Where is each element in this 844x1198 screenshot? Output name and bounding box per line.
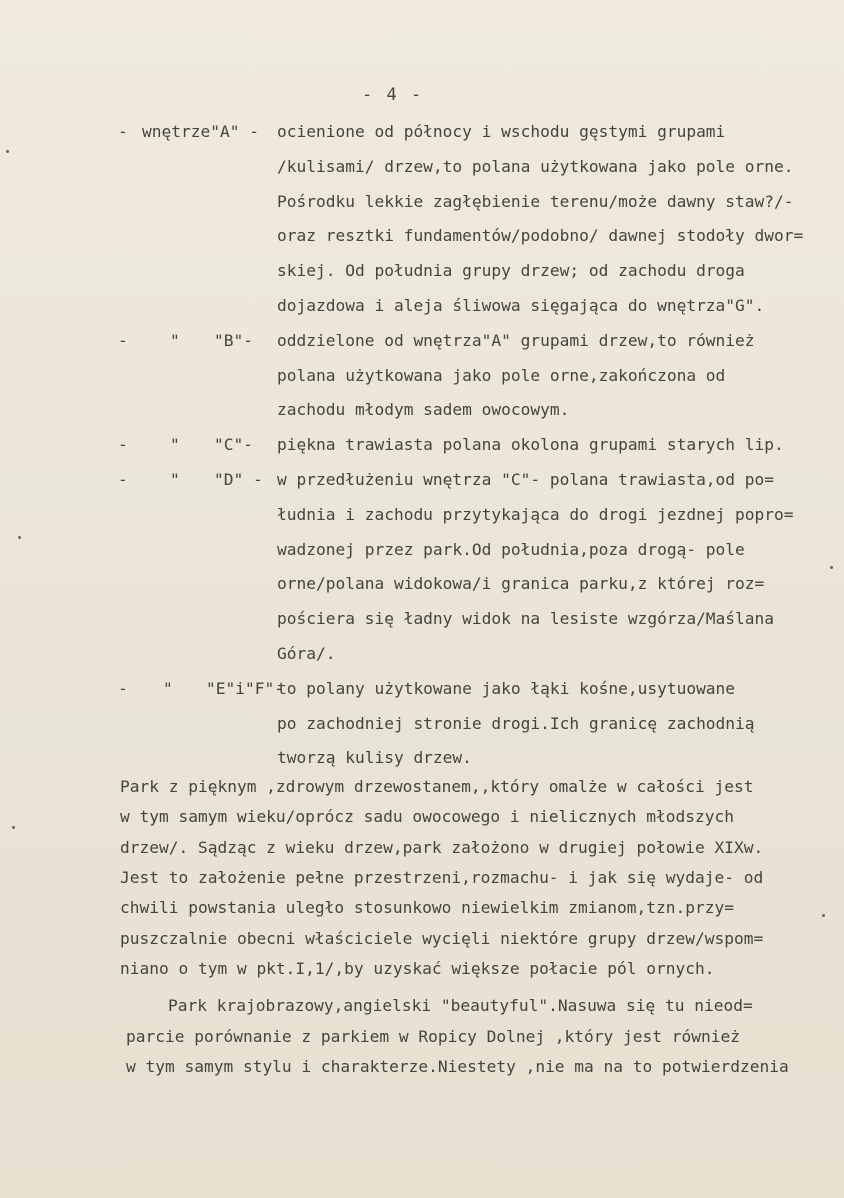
entry-ditto-mark: " — [170, 330, 180, 350]
paragraph-line: niano o tym w pkt.I,1/,by uzyskać większe połacie pól ornych. — [120, 958, 715, 978]
paragraph-line: puszczalnie obecni właściciele wycięli niektóre grupy drzew/wspom= — [120, 928, 764, 948]
entry-label: "B"- — [214, 330, 253, 350]
entry-dash: - — [118, 435, 128, 455]
paper-speck — [12, 826, 15, 829]
entry-text-line: skiej. Od południa grupy drzew; od zachodu droga — [277, 261, 745, 281]
entry-label: "E"i"F"- — [206, 678, 284, 698]
entry-text-line: po zachodniej stronie drogi.Ich granicę zachodnią — [277, 713, 755, 733]
paper-speck — [830, 566, 833, 569]
entry-text-line: Góra/. — [277, 644, 336, 663]
paragraph-line: Park z pięknym ,zdrowym drzewostanem,,który omalże w całości jest — [120, 777, 754, 796]
entry-text-line: łudnia i zachodu przytykająca do drogi jezdnej popro= — [277, 504, 794, 524]
entry-text-line: /kulisami/ drzew,to polana użytkowana jako pole orne. — [277, 156, 794, 176]
entry-ditto-mark: " — [163, 678, 173, 698]
paragraph-line: Jest to założenie pełne przestrzeni,rozmachu- i jak się wydaje- od — [120, 867, 764, 887]
entry-label: "D" - — [214, 470, 263, 489]
entry-dash: - — [118, 122, 128, 141]
paragraph-line: w tym samym stylu i charakterze.Niestety ,nie ma na to potwierdzenia — [126, 1057, 789, 1077]
entry-label: "C"- — [214, 435, 253, 455]
entry-text-line: orne/polana widokowa/i granica parku,z której roz= — [277, 574, 765, 594]
paper-speck — [822, 914, 825, 917]
entry-text-line: Pośrodku lekkie zagłębienie terenu/może dawny staw?/- — [277, 191, 794, 211]
paragraph-line: drzew/. Sądząc z wieku drzew,park założono w drugiej połowie XIXw. — [120, 837, 764, 857]
entry-dash: - — [118, 470, 128, 489]
paragraph-line: w tym samym wieku/oprócz sadu owocowego i nielicznych młodszych — [120, 807, 734, 827]
entry-dash: - — [118, 678, 128, 698]
entry-dash: - — [118, 330, 128, 350]
paper-speck — [6, 150, 9, 153]
entry-text-line: piękna trawiasta polana okolona grupami starych lip. — [277, 435, 784, 455]
entry-text-line: oraz resztki fundamentów/podobno/ dawnej stodoły dwor= — [277, 226, 804, 246]
entry-ditto-mark: " — [170, 435, 180, 455]
entry-label: wnętrze"A" - — [142, 122, 259, 141]
entry-text-line: wadzonej przez park.Od południa,poza drogą- pole — [277, 539, 745, 559]
entry-text-line: pościera się ładny widok na lesiste wzgórza/Maślana — [277, 609, 775, 629]
entry-text-line: dojazdowa i aleja śliwowa sięgająca do wnętrza"G". — [277, 296, 765, 315]
entry-text-line: oddzielone od wnętrza"A" grupami drzew,to również — [277, 330, 755, 350]
entry-text-line: to polany użytkowane jako łąki kośne,usytuowane — [277, 678, 736, 698]
entry-text-line: polana użytkowana jako pole orne,zakończona od — [277, 365, 726, 385]
page-number: - 4 - — [362, 85, 424, 105]
entry-text-line: tworzą kulisy drzew. — [277, 748, 472, 768]
entry-ditto-mark: " — [170, 470, 180, 489]
entry-text-line: w przedłużeniu wnętrza "C"- polana trawiasta,od po= — [277, 470, 775, 489]
entry-text-line: zachodu młodym sadem owocowym. — [277, 400, 570, 420]
paragraph-line: parcie porównanie z parkiem w Ropicy Dolnej ,który jest również — [126, 1026, 740, 1046]
paragraph-line: chwili powstania uległo stosunkowo niewielkim zmianom,tzn.przy= — [120, 898, 734, 918]
entry-text-line: ocienione od północy i wschodu gęstymi grupami — [277, 122, 726, 141]
paper-speck — [18, 536, 21, 539]
paragraph-line: Park krajobrazowy,angielski "beautyful".Nasuwa się tu nieod= — [168, 996, 753, 1016]
